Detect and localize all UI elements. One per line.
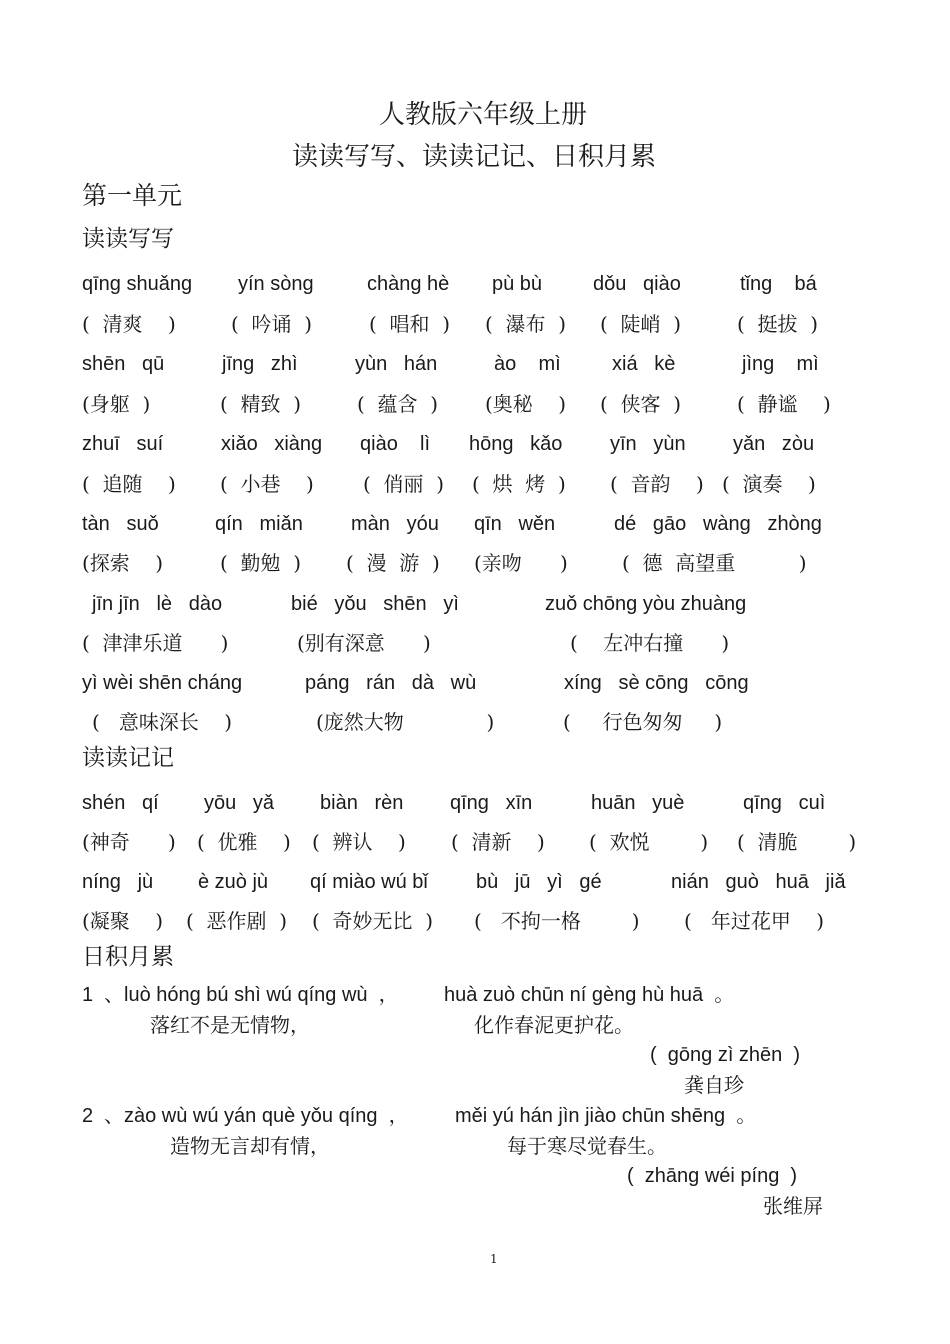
hanzi-answer: ( 蕴含 ): [357, 392, 439, 416]
hanzi-answer: ( 音韵 ): [610, 472, 704, 496]
pinyin-item: pù bù: [492, 273, 543, 295]
poem-author-pinyin: ( gōng zì zhēn ): [650, 1044, 801, 1066]
hanzi-answer: ( 清新 ): [451, 830, 545, 854]
hanzi-answer: ( 吟诵 ): [231, 312, 313, 336]
poem-hanzi-line: 造物无言却有情，: [170, 1134, 330, 1158]
hanzi-answer: ( 欢悦 ): [589, 830, 709, 854]
hanzi-answer: ( 漫 游 ): [346, 551, 440, 575]
hanzi-answer: ( 追随 ): [82, 472, 176, 496]
hanzi-answer: ( 辨认 ): [312, 830, 406, 854]
hanzi-answer: ( 唱和 ): [369, 312, 451, 336]
document-subtitle: 读读写写、读读记记、日积月累: [292, 142, 657, 172]
pinyin-item: tàn suǒ: [82, 513, 159, 535]
poem-author: 张维屏: [763, 1194, 823, 1218]
pinyin-item: tǐng bá: [740, 273, 817, 295]
pinyin-item: biàn rèn: [320, 792, 404, 814]
poem-number: 2: [82, 1105, 94, 1127]
hanzi-answer: ( 恶作剧 ): [186, 909, 288, 933]
pinyin-item: shén qí: [82, 792, 159, 814]
pinyin-item: màn yóu: [351, 513, 439, 535]
pinyin-item: huān yuè: [591, 792, 685, 814]
pinyin-item: qīng shuǎng: [82, 273, 193, 295]
hanzi-answer: (别有深意 ): [297, 631, 431, 655]
poem-pinyin-line: 、luò hóng bú shì wú qíng wù ，: [104, 984, 399, 1006]
pinyin-item: yì wèi shēn cháng: [82, 672, 243, 694]
hanzi-answer: ( 俏丽 ): [363, 472, 445, 496]
pinyin-item: qiào lì: [360, 433, 431, 455]
poem-hanzi-line: 化作春泥更护花。: [474, 1013, 634, 1037]
hanzi-answer: ( 清脆 ): [737, 830, 857, 854]
pinyin-item: qīng cuì: [743, 792, 826, 814]
pinyin-item: bié yǒu shēn yì: [291, 593, 459, 615]
hanzi-answer: (身躯 ): [82, 392, 151, 416]
hanzi-answer: ( 烘 烤 ): [472, 472, 566, 496]
hanzi-answer: ( 津津乐道 ): [82, 631, 229, 655]
hanzi-answer: ( 静谧 ): [737, 392, 831, 416]
unit-heading: 第一单元: [82, 181, 183, 210]
hanzi-answer: ( 奇妙无比 ): [312, 909, 434, 933]
hanzi-answer: ( 清爽 ): [82, 312, 176, 336]
hanzi-answer: ( 演奏 ): [722, 472, 816, 496]
pinyin-item: páng rán dà wù: [305, 672, 477, 694]
hanzi-answer: ( 侠客 ): [600, 392, 682, 416]
pinyin-item: shēn qū: [82, 353, 165, 375]
hanzi-answer: (庞然大物 ): [316, 710, 495, 734]
pinyin-item: qín miǎn: [215, 513, 303, 535]
section-heading-riji: 日积月累: [82, 944, 174, 970]
hanzi-answer: ( 意味深长 ): [92, 710, 233, 734]
pinyin-item: zuǒ chōng yòu zhuàng: [545, 593, 747, 615]
hanzi-answer: ( 勤勉 ): [220, 551, 302, 575]
pinyin-item: yín sòng: [238, 273, 314, 295]
hanzi-answer: ( 行色匆匆 ): [563, 710, 723, 734]
poem-author: 龚自珍: [684, 1073, 744, 1097]
pinyin-item: yǎn zòu: [733, 433, 815, 455]
pinyin-item: jīn jīn lè dào: [92, 593, 223, 615]
pinyin-item: xiǎo xiàng: [221, 433, 323, 455]
pinyin-item: qīn wěn: [474, 513, 556, 535]
poem-pinyin-line: huà zuò chūn ní gèng hù huā 。: [444, 984, 735, 1006]
hanzi-answer: (探索 ): [82, 551, 164, 575]
hanzi-answer: ( 瀑布 ): [485, 312, 567, 336]
poem-pinyin-line: měi yú hán jìn jiào chūn shēng 。: [455, 1105, 757, 1127]
pinyin-item: yùn hán: [355, 353, 438, 375]
hanzi-answer: ( 优雅 ): [197, 830, 291, 854]
pinyin-item: jìng mì: [742, 353, 819, 375]
poem-author-pinyin: ( zhāng wéi píng ): [627, 1165, 798, 1187]
pinyin-item: yōu yǎ: [204, 792, 275, 814]
hanzi-answer: ( 挺拔 ): [737, 312, 819, 336]
poem-number: 1: [82, 984, 94, 1006]
document-title: 人教版六年级上册: [379, 100, 588, 130]
pinyin-item: bù jū yì gé: [476, 871, 602, 893]
poem-pinyin-line: 、zào wù wú yán què yǒu qíng ，: [104, 1105, 409, 1127]
hanzi-answer: (奥秘 ): [485, 392, 567, 416]
pinyin-item: è zuò jù: [198, 871, 269, 893]
hanzi-answer: ( 精致 ): [220, 392, 302, 416]
pinyin-item: níng jù: [82, 871, 154, 893]
poem-hanzi-line: 落红不是无情物，: [150, 1013, 310, 1037]
pinyin-item: zhuī suí: [82, 433, 164, 455]
hanzi-answer: ( 不拘一格 ): [474, 909, 640, 933]
pinyin-item: nián guò huā jiǎ: [671, 871, 846, 893]
pinyin-item: ào mì: [494, 353, 561, 375]
section-heading-duji: 读读记记: [82, 745, 174, 771]
pinyin-item: qīng xīn: [450, 792, 533, 814]
hanzi-answer: (亲吻 ): [474, 551, 568, 575]
hanzi-answer: ( 小巷 ): [220, 472, 314, 496]
pinyin-item: dé gāo wàng zhòng: [614, 513, 822, 535]
pinyin-item: xíng sè cōng cōng: [564, 672, 749, 694]
pinyin-item: qí miào wú bǐ: [310, 871, 428, 893]
hanzi-answer: ( 陡峭 ): [600, 312, 682, 336]
pinyin-item: chàng hè: [367, 273, 450, 295]
pinyin-item: yīn yùn: [610, 433, 686, 455]
pinyin-item: jīng zhì: [222, 353, 298, 375]
pinyin-item: xiá kè: [612, 353, 676, 375]
hanzi-answer: (凝聚 ): [82, 909, 164, 933]
hanzi-answer: (神奇 ): [82, 830, 176, 854]
page-number: 1: [490, 1252, 498, 1266]
hanzi-answer: ( 年过花甲 ): [684, 909, 825, 933]
poem-hanzi-line: 每于寒尽觉春生。: [507, 1134, 667, 1158]
pinyin-item: dǒu qiào: [593, 273, 681, 295]
section-heading-duxie: 读读写写: [82, 226, 174, 252]
pinyin-item: hōng kǎo: [469, 433, 563, 455]
hanzi-answer: ( 左冲右撞 ): [570, 631, 730, 655]
hanzi-answer: ( 德 高望重 ): [622, 551, 807, 575]
